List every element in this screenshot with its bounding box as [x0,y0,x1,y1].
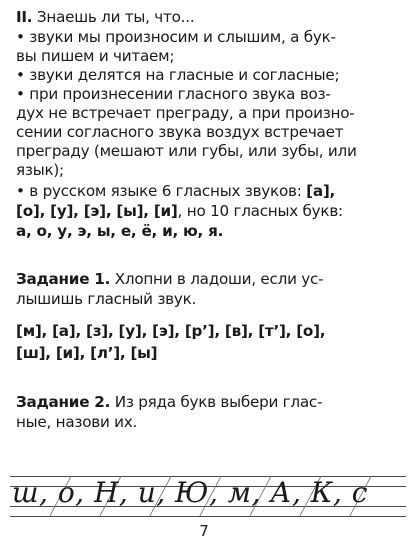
text-line: вы пишем и читаем; [16,47,175,65]
section-intro: Знаешь ли ты, что... [32,8,195,26]
task2-heading [16,393,322,412]
text-line: дух не встречает преграду, а при произно- [16,104,355,122]
task2-text: Из ряда букв выбери глас- [110,393,323,411]
section-heading [16,8,194,27]
text-line: преграду (мешают или губы, или зубы, или [16,142,357,160]
vowel-sounds-line [16,182,335,201]
vowel-sounds-part1: [а], [306,182,336,200]
vowel-sounds-line-2 [16,202,343,221]
task1-sounds-row2: [ш], [и], [л’], [ы] [16,344,158,362]
task1-text: Хлопни в ладоши, если ус- [110,270,324,288]
vowel-sounds-part2: [о], [у], [э], [ы], [и] [16,202,178,220]
task1-sounds-row1: [м], [а], [з], [у], [э], [р’], [в], [т’], [о], [16,322,326,340]
bullet-line: • звуки делятся на гласные и согласные; [16,66,340,84]
task1-text-line2: лышишь гласный звук. [16,290,197,308]
task2-label: Задание 2. [16,393,111,411]
bullet-line: • при произнесении гласного звука воз- [16,85,331,103]
bullet-line: • звуки мы произносим и слышим, а бук- [16,28,336,46]
task1-heading [16,270,323,289]
section-number: II. [16,8,33,26]
vowel-letters: а, о, у, э, ы, е, ё, и, ю, я. [16,222,224,240]
text-line: язык); [16,161,64,179]
task2-text-line2: ные, назови их. [16,413,138,431]
cursive-letter-row: ш, о, Н, и, Ю, м, А, К, с [12,476,368,509]
text-line: сении согласного звука воздух встречает [16,123,344,141]
writing-line-bottom [10,516,406,517]
page-number: 7 [199,522,209,540]
bullet-text: • в русском языке 6 гласных звуков: [16,182,307,200]
vowel-letters-intro: , но 10 гласных букв: [177,202,343,220]
task1-label: Задание 1. [16,270,111,288]
